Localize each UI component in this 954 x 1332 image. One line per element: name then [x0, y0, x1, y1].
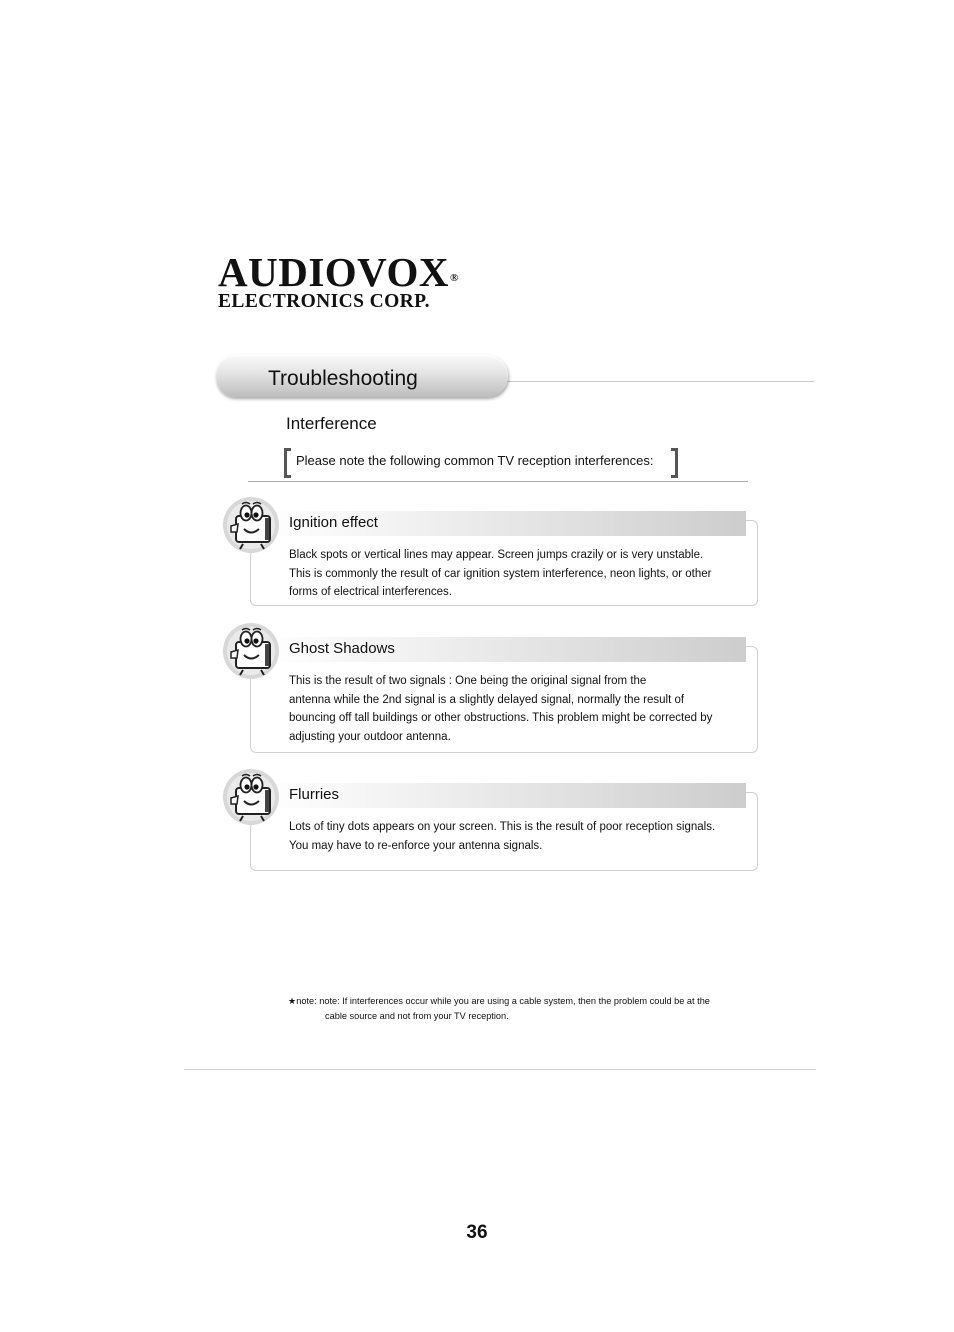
brand-subtitle: ELECTRONICS CORP.: [218, 291, 430, 312]
section-ghost-shadows: [222, 622, 762, 753]
tv-mascot-icon: [222, 768, 280, 826]
intro-divider: [248, 481, 748, 482]
header-rule: [502, 381, 814, 382]
section-title: Ignition effect: [289, 514, 378, 531]
body-line: Lots of tiny dots appears on your screen. This is the result of poor reception signals.: [289, 821, 716, 833]
body-line: bouncing off tall buildings or other obstructions. This problem might be corrected by: [289, 712, 713, 724]
footnote-line: ★note: note: If interferences occur while you are using a cable system, then the problem could be at the: [288, 996, 710, 1006]
footnote: [288, 994, 710, 1024]
body-line: You may have to re-enforce your antenna signals.: [289, 839, 543, 852]
body-line: forms of electrical interferences.: [289, 586, 452, 598]
body-line: This is commonly the result of car ignition system interference, neon lights, or other: [289, 567, 712, 580]
section-title: Flurries: [289, 786, 340, 803]
section-tab: [216, 355, 508, 397]
registered-mark: ®: [449, 272, 459, 284]
audiovox-logo: [218, 249, 459, 312]
right-bracket: [671, 448, 678, 478]
footnote-line: cable source and not from your TV reception.: [325, 1011, 509, 1021]
section-body: [289, 672, 749, 746]
section-header: [216, 354, 816, 400]
tv-mascot-icon: [222, 622, 280, 680]
intro-text: Please note the following common TV reception interferences:: [296, 453, 654, 468]
page-number: 36: [466, 1222, 488, 1243]
brand-name: AUDIOVOX: [218, 249, 449, 295]
left-bracket: [284, 448, 291, 478]
section-tab-label: Troubleshooting: [268, 367, 418, 390]
section-body: [289, 546, 749, 602]
section-ignition-effect: [222, 496, 762, 606]
section-body: [289, 818, 749, 855]
body-line: Black spots or vertical lines may appear. Screen jumps crazily or is very unstable.: [289, 549, 704, 561]
intro-callout: [284, 448, 678, 474]
page-subheading: Interference: [286, 414, 377, 433]
body-line: antenna while the 2nd signal is a slightly delayed signal, normally the result of: [289, 693, 685, 706]
tv-mascot-icon: [222, 496, 280, 554]
section-title: Ghost Shadows: [289, 640, 395, 657]
body-line: This is the result of two signals : One being the original signal from the: [289, 675, 647, 687]
footer-rule: [184, 1069, 816, 1070]
section-flurries: [222, 768, 762, 871]
body-line: adjusting your outdoor antenna.: [289, 730, 451, 743]
